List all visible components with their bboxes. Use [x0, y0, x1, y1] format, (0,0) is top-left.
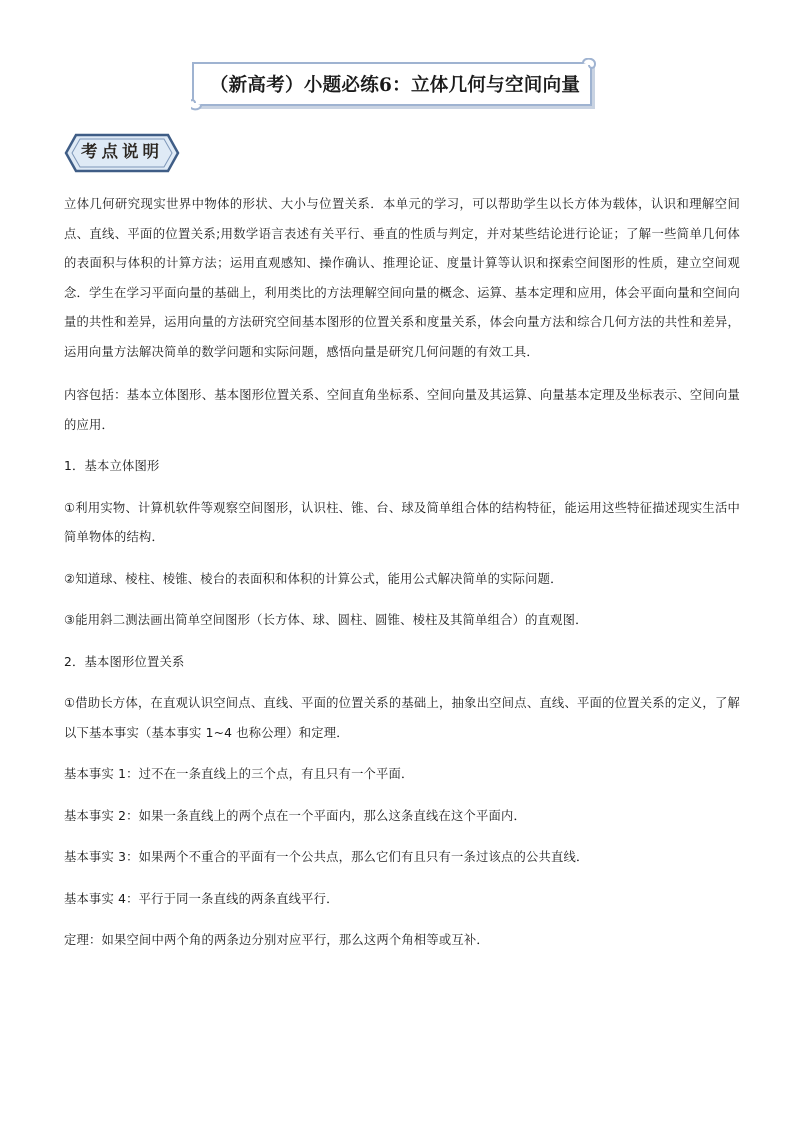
section1-heading: 1．基本立体图形 [64, 459, 160, 473]
section1-item3: ③能用斜二测法画出简单空间图形（长方体、球、圆柱、圆锥、棱柱及其简单组合）的直观图． [64, 613, 588, 627]
title-banner [191, 58, 599, 112]
theorem: 定理：如果空间中两个角的两条边分别对应平行，那么这两个角相等或互补． [64, 933, 489, 947]
fact-2: 基本事实 2：如果一条直线上的两个点在一个平面内，那么这条直线在这个平面内． [64, 808, 527, 823]
contents-paragraph: 内容包括：基本立体图形、基本图形位置关系、空间直角坐标系、空间向量及其运算、向量基本定理及坐标表示、空间向量的应用． [64, 388, 740, 432]
document-body [64, 190, 740, 968]
fact-3: 基本事实 3：如果两个不重合的平面有一个公共点，那么它们有且只有一条过该点的公共直线． [64, 850, 589, 864]
fact-4: 基本事实 4：平行于同一条直线的两条直线平行． [64, 891, 339, 906]
badge-label: 考点说明 [81, 142, 163, 161]
section2-heading: 2．基本图形位置关系 [64, 654, 185, 669]
section-badge [62, 129, 182, 177]
section1-item1: ①利用实物、计算机软件等观察空间图形，认识柱、锥、台、球及简单组合体的结构特征，能运用这些特征描述现实生活中简单物体的结构． [64, 500, 740, 544]
fact-1: 基本事实 1：过不在一条直线上的三个点，有且只有一个平面． [64, 767, 414, 781]
page-title: （新高考）小题必练6：立体几何与空间向量 [209, 75, 581, 96]
section2-item1: ①借助长方体，在直观认识空间点、直线、平面的位置关系的基础上，抽象出空间点、直线、平面的位置关系的定义，了解以下基本事实（基本事实 1~4 也称公理）和定理． [64, 696, 740, 740]
intro-paragraph: 立体几何研究现实世界中物体的形状、大小与位置关系．本单元的学习，可以帮助学生以长方体为载体，认识和理解空间点、直线、平面的位置关系;用数学语言表述有关平行、垂直的性质与判定，并对某些结论进行论证；了解一些简单几何体的表面积与体积的计算方法；运用直观感知、操作确认、推理论证、度量计算等认识和探索空间图形的性质，建立空间观念．学生在学习平面向量的基础上，利用类比的方法理解空间向量的概念、运算、基本定理和应用，体会平面向量和空间向量的共性和差异，运用向量的方法研究空间基本图形的位置关系和度量关系，体会向量方法和综合几何方法的共性和差异，运用向量方法解决简单的数学问题和实际问题，感悟向量是研究几何问题的有效工具． [64, 197, 740, 359]
section1-item2: ②知道球、棱柱、棱锥、棱台的表面积和体积的计算公式，能用公式解决简单的实际问题． [64, 571, 563, 586]
